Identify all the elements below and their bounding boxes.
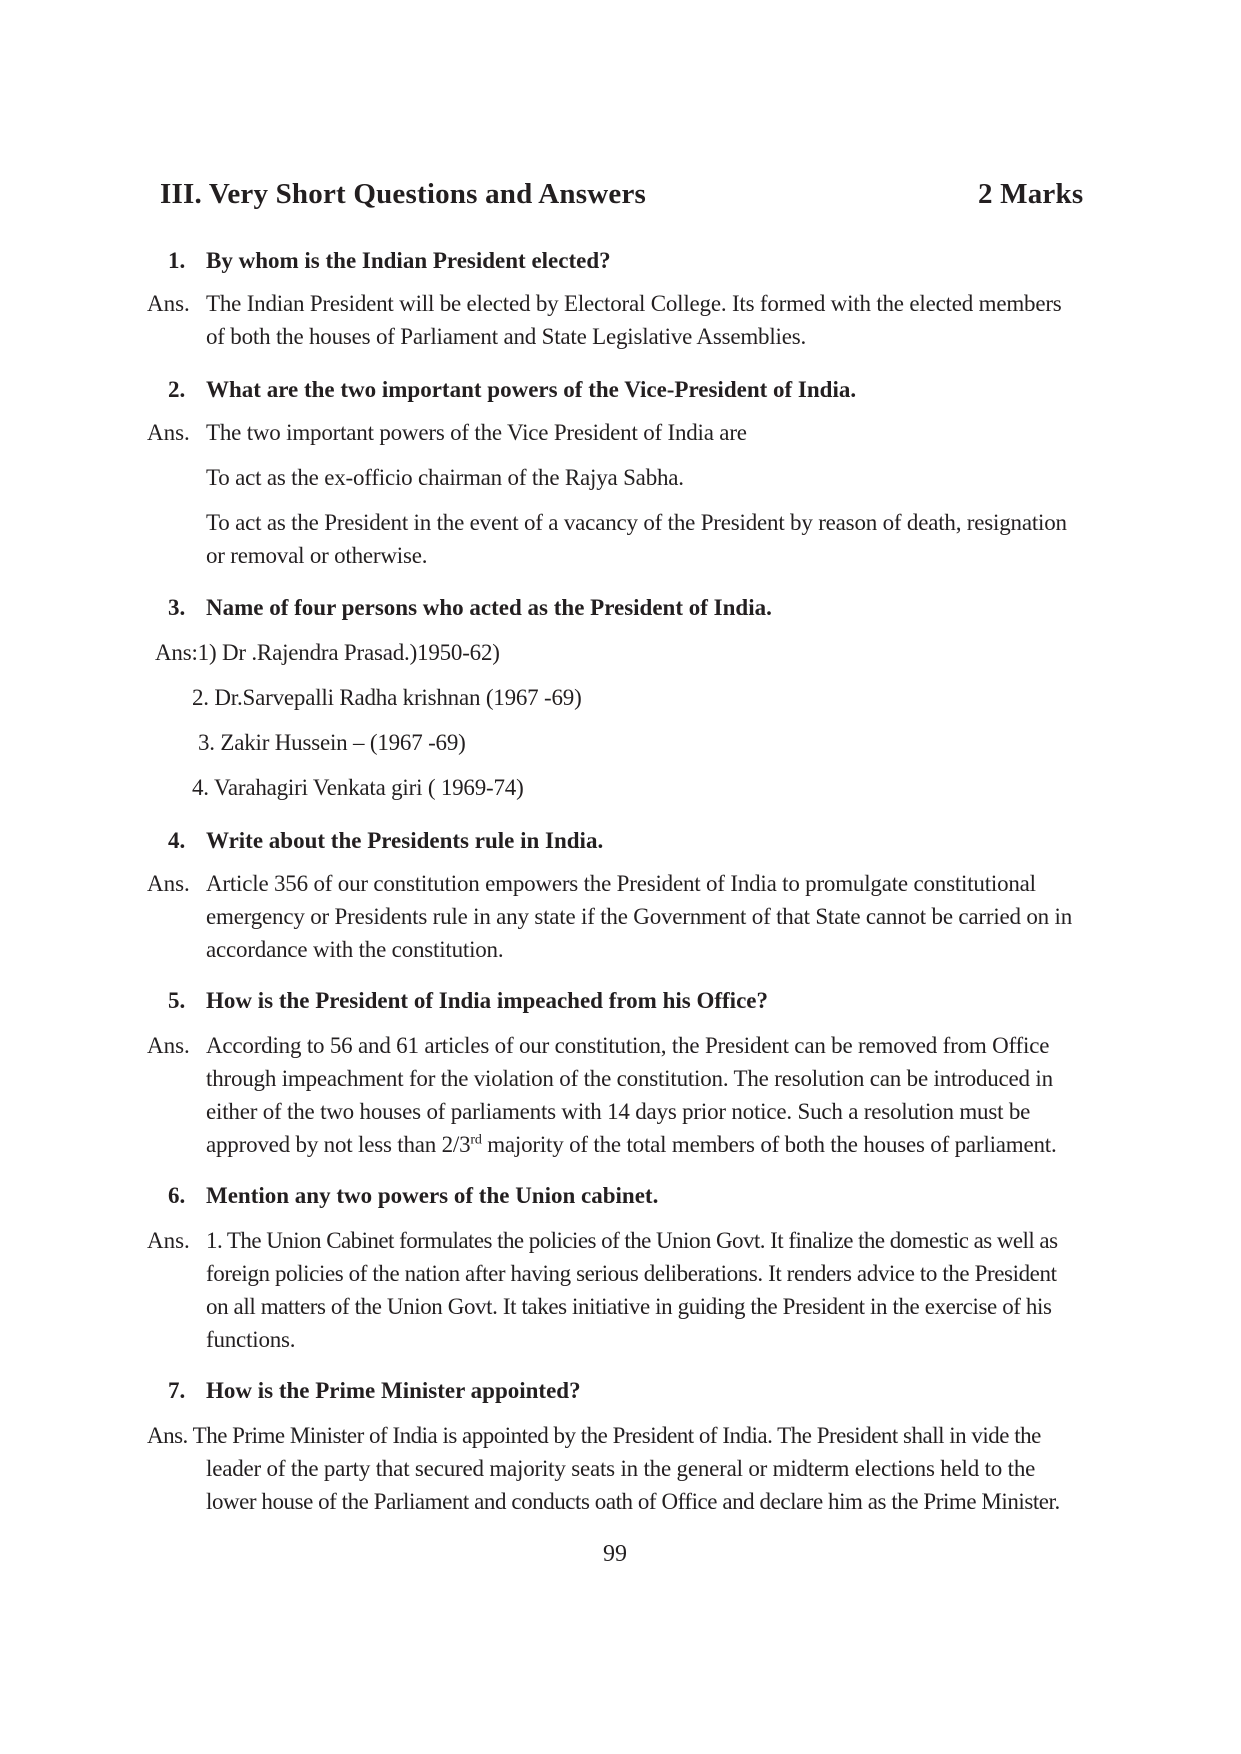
question-1 xyxy=(168,248,611,274)
question-3 xyxy=(168,595,772,621)
answer-line: lower house of the Parliament and conducts oath of Office and declare him as the Prime Minister. xyxy=(206,1489,1060,1514)
question-2 xyxy=(168,377,857,403)
answer-line: emergency or Presidents rule in any state if the Government of that State cannot be carried on in xyxy=(206,904,1073,929)
answer-line-text: approved by not less than 2/3 xyxy=(206,1132,471,1157)
question-number: 3. xyxy=(168,595,186,620)
question-text: Name of four persons who acted as the President of India. xyxy=(206,595,772,620)
question-6 xyxy=(168,1183,659,1209)
question-text: Mention any two powers of the Union cabinet. xyxy=(206,1183,659,1208)
question-text: By whom is the Indian President elected? xyxy=(206,248,611,273)
answer-label: Ans. xyxy=(147,291,190,316)
answer-line: through impeachment for the violation of the constitution. The resolution can be introduced in xyxy=(206,1066,1053,1091)
question-5 xyxy=(168,988,768,1014)
answer-line: leader of the party that secured majority seats in the general or midterm elections held to the xyxy=(206,1456,1036,1481)
answer-line: Ans:1) Dr .Rajendra Prasad.)1950-62) xyxy=(155,640,500,665)
answer-line: To act as the ex-officio chairman of the Rajya Sabha. xyxy=(206,465,684,490)
question-7 xyxy=(168,1378,581,1404)
answer-label: Ans. xyxy=(147,871,190,896)
answer-line xyxy=(206,1132,1057,1158)
answer-label: Ans. xyxy=(147,1033,190,1058)
question-number: 2. xyxy=(168,377,186,402)
answer-line: 3. Zakir Hussein – (1967 -69) xyxy=(198,730,466,755)
question-number: 1. xyxy=(168,248,186,273)
question-text: Write about the Presidents rule in India. xyxy=(206,828,604,853)
answer-label: Ans. xyxy=(147,420,190,445)
answer-line: Ans. The Prime Minister of India is appointed by the President of India. The President shall in vide the xyxy=(147,1423,1041,1448)
answer-line: The two important powers of the Vice President of India are xyxy=(206,420,747,445)
answer-line: accordance with the constitution. xyxy=(206,937,504,962)
page-number: 99 xyxy=(603,1541,627,1567)
question-4 xyxy=(168,828,604,854)
question-text: How is the President of India impeached from his Office? xyxy=(206,988,768,1013)
question-text: How is the Prime Minister appointed? xyxy=(206,1378,581,1403)
answer-line-text: majority of the total members of both the houses of parliament. xyxy=(481,1132,1057,1157)
answer-line: 4. Varahagiri Venkata giri ( 1969-74) xyxy=(192,775,524,800)
marks-label: 2 Marks xyxy=(978,178,1084,210)
answer-line: The Indian President will be elected by Electoral College. Its formed with the elected members xyxy=(206,291,1062,316)
question-number: 4. xyxy=(168,828,186,853)
answer-line: on all matters of the Union Govt. It takes initiative in guiding the President in the exercise of his xyxy=(206,1294,1052,1319)
question-text: What are the two important powers of the Vice-President of India. xyxy=(206,377,857,402)
answer-line: According to 56 and 61 articles of our constitution, the President can be removed from Office xyxy=(206,1033,1050,1058)
question-number: 6. xyxy=(168,1183,186,1208)
answer-line: 1. The Union Cabinet formulates the policies of the Union Govt. It finalize the domestic as well as xyxy=(206,1228,1058,1253)
answer-line: To act as the President in the event of a vacancy of the President by reason of death, resignation xyxy=(206,510,1067,535)
answer-line: Article 356 of our constitution empowers the President of India to promulgate constitutional xyxy=(206,871,1036,896)
question-number: 5. xyxy=(168,988,186,1013)
answer-line: 2. Dr.Sarvepalli Radha krishnan (1967 -69) xyxy=(192,685,582,710)
answer-line: foreign policies of the nation after having serious deliberations. It renders advice to the President xyxy=(206,1261,1057,1286)
answer-line: or removal or otherwise. xyxy=(206,543,428,568)
question-number: 7. xyxy=(168,1378,186,1403)
answer-line: of both the houses of Parliament and State Legislative Assemblies. xyxy=(206,324,807,349)
section-title: III. Very Short Questions and Answers xyxy=(160,178,646,210)
answer-line: either of the two houses of parliaments with 14 days prior notice. Such a resolution must be xyxy=(206,1099,1031,1124)
answer-line: functions. xyxy=(206,1327,296,1352)
answer-label: Ans. xyxy=(147,1228,190,1253)
superscript: rd xyxy=(470,1132,482,1148)
